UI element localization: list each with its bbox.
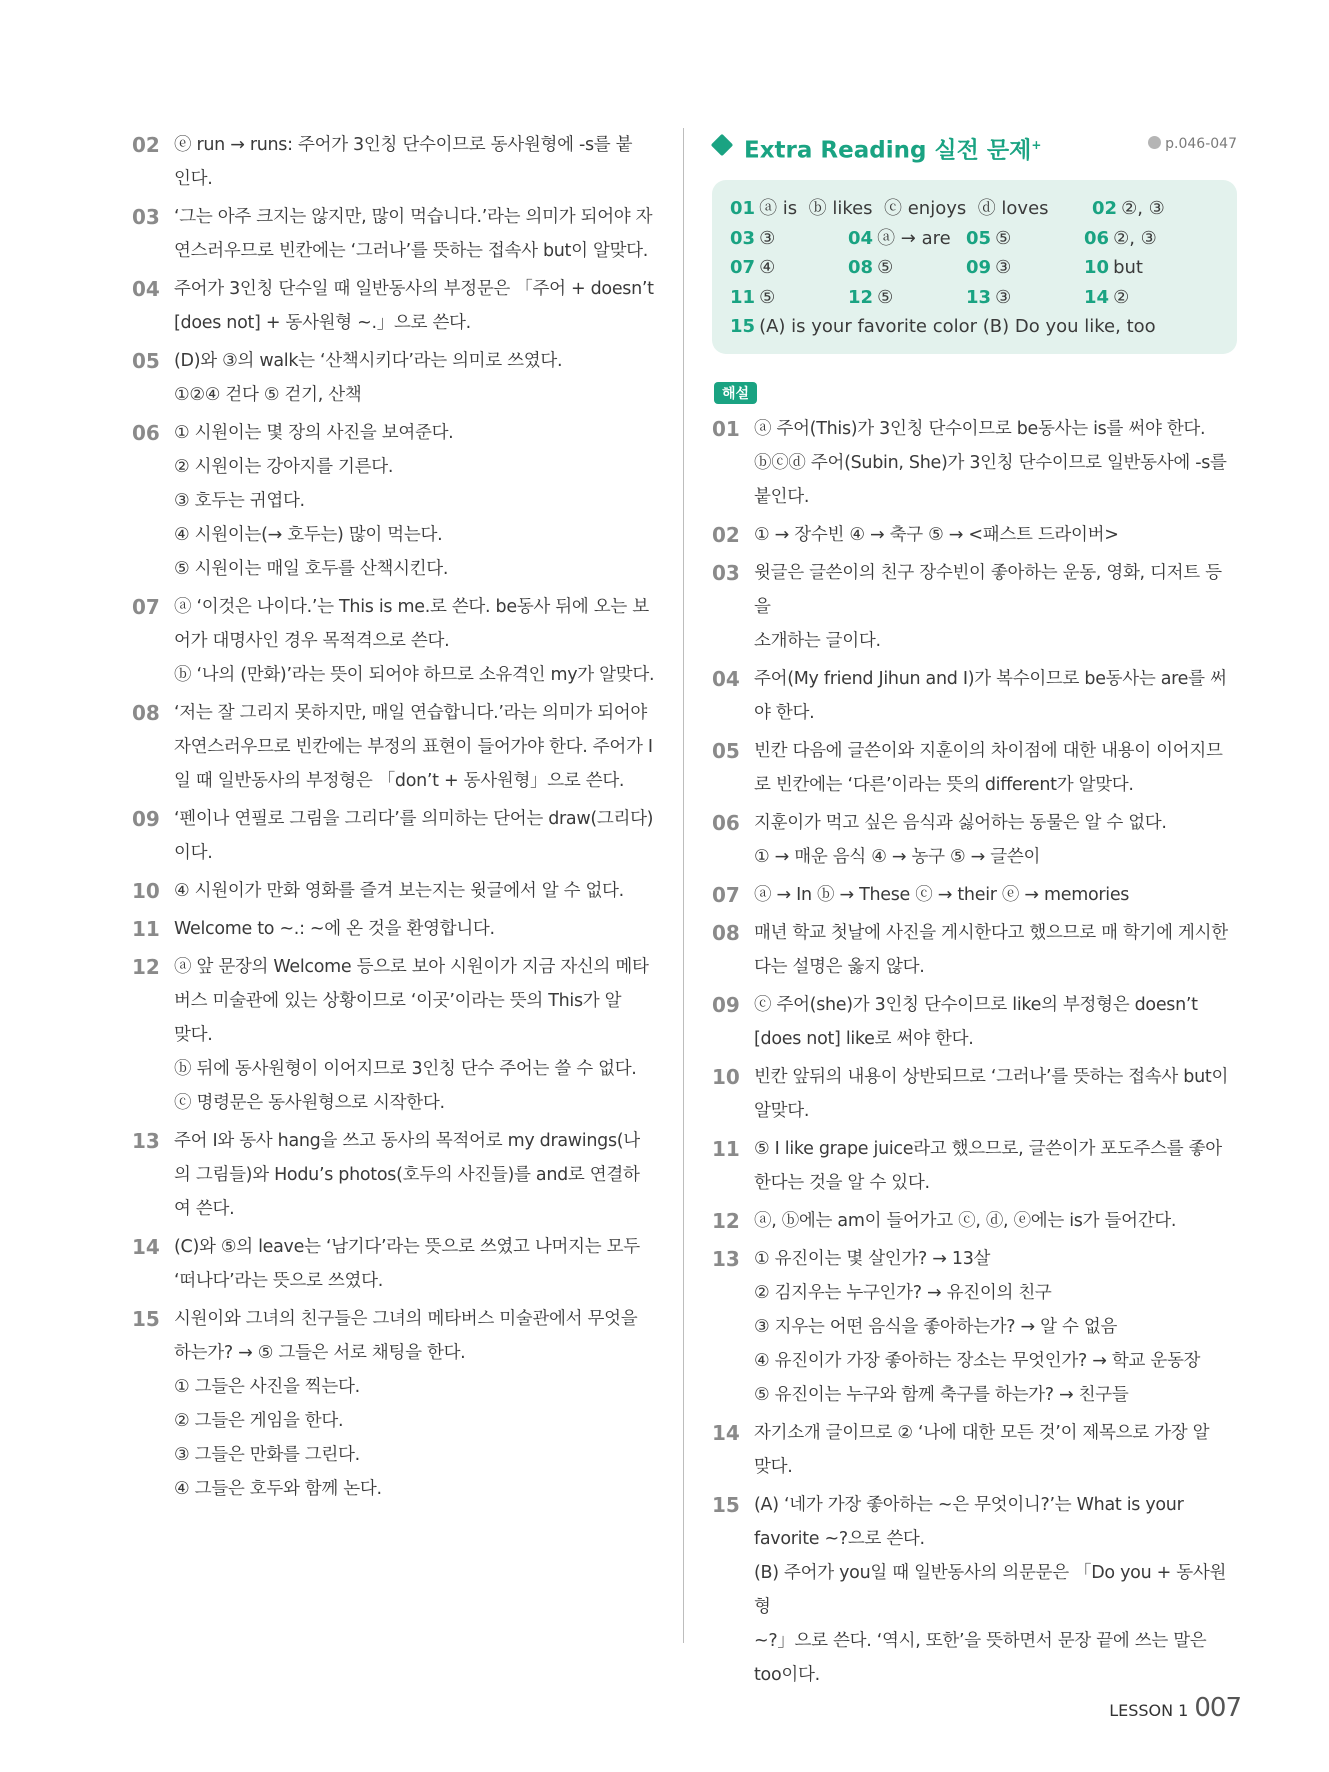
item-text-line: ①②④ 걷다 ⑤ 걷기, 산책 <box>174 385 362 405</box>
item-text-line: ⓐ ‘이것은 나이다.’는 This is me.로 쓴다. be동사 뒤에 오는 보 <box>174 597 649 617</box>
bullet-icon <box>1148 136 1161 149</box>
item-text-line: 어가 대명사인 경우 목적격으로 쓴다. <box>174 631 450 651</box>
item-text-line: ⓐ → In ⓑ → These ⓒ → their ⓔ → memories <box>754 884 1130 905</box>
answer-number: 09 <box>966 257 992 278</box>
item-text-line: ③ 그들은 만화를 그린다. <box>174 1445 360 1465</box>
explanation-item <box>712 878 1237 912</box>
item-number: 13 <box>132 1129 160 1153</box>
item-text-line: 의 그림들)와 Hodu’s photos(호두의 사진들)를 and로 연결하 <box>174 1165 640 1185</box>
item-number: 02 <box>132 133 160 157</box>
explanation-item <box>712 1060 1237 1128</box>
item-text-line: 지훈이가 먹고 싶은 음식과 싫어하는 동물은 알 수 없다. <box>754 812 1167 833</box>
answer-number: 01 <box>730 198 756 219</box>
item-text-line: 주어(My friend Jihun and I)가 복수이므로 be동사는 are를 써 <box>754 668 1227 689</box>
item-text <box>754 988 1237 1056</box>
item-text-line: [does not] like로 써야 한다. <box>754 1028 974 1049</box>
item-number: 11 <box>132 917 160 941</box>
item-number: 15 <box>712 1492 740 1517</box>
item-text-line: 빈칸 다음에 글쓴이와 지훈이의 차이점에 대한 내용이 이어지므 <box>754 740 1223 761</box>
item-text <box>174 590 657 692</box>
answer-cell <box>730 194 1092 224</box>
item-text-line: ② 그들은 게임을 한다. <box>174 1411 344 1431</box>
item-text-line: 로 빈칸에는 ‘다른’이라는 뜻의 different가 알맞다. <box>754 774 1134 795</box>
right-column <box>712 128 1237 1696</box>
explanation-item <box>132 590 657 692</box>
item-number: 11 <box>712 1136 740 1161</box>
item-text-line: 한다는 것을 알 수 있다. <box>754 1172 930 1193</box>
explanation-item <box>132 1124 657 1226</box>
answer-text: ⑤ <box>877 286 894 308</box>
item-text-line: ④ 시원이가 만화 영화를 즐겨 보는지는 윗글에서 알 수 없다. <box>174 881 624 901</box>
explanation-item <box>132 950 657 1120</box>
item-text-line: ① 그들은 사진을 찍는다. <box>174 1377 360 1397</box>
item-text-line: ⓑ 뒤에 동사원형이 이어지므로 3인칭 단수 주어는 쓸 수 없다. <box>174 1059 637 1079</box>
item-text-line: ① 시원이는 몇 장의 사진을 보여준다. <box>174 423 454 443</box>
item-text <box>754 806 1237 874</box>
answer-text: ⓐ is ⓑ likes ⓒ enjoys ⓓ loves <box>759 198 1049 219</box>
explanation-item <box>132 1230 657 1298</box>
item-text-line: 여 쓴다. <box>174 1199 235 1219</box>
item-text <box>754 734 1237 802</box>
answer-number: 06 <box>1084 227 1110 249</box>
explanation-item <box>712 1242 1237 1412</box>
item-number: 10 <box>712 1064 740 1089</box>
item-text <box>174 696 657 798</box>
item-text-line: 이다. <box>174 843 213 863</box>
answer-row <box>730 312 1219 342</box>
explanation-item <box>712 556 1237 658</box>
item-text <box>174 802 657 870</box>
item-text <box>174 272 657 340</box>
item-text <box>174 1124 657 1226</box>
explanation-item <box>132 416 657 586</box>
answer-number: 12 <box>848 286 874 308</box>
item-number: 04 <box>132 277 160 301</box>
item-text <box>174 950 657 1120</box>
explanation-item <box>132 912 657 946</box>
answer-text: ②, ③ <box>1121 198 1165 219</box>
item-text-line: 맞다. <box>754 1456 793 1477</box>
item-number: 06 <box>712 810 740 835</box>
answer-cell <box>1084 283 1129 313</box>
item-text-line: ③ 지우는 어떤 음식을 좋아하는가? → 알 수 없음 <box>754 1316 1118 1337</box>
item-number: 03 <box>712 560 740 585</box>
diamond-icon <box>711 134 734 157</box>
item-text-line: 자기소개 글이므로 ② ‘나에 대한 모든 것’이 제목으로 가장 알 <box>754 1422 1210 1443</box>
item-number: 07 <box>132 595 160 619</box>
item-text-line: ⓒ 명령문은 동사원형으로 시작한다. <box>174 1093 445 1113</box>
item-text-line: ‘떠나다’라는 뜻으로 쓰였다. <box>174 1271 383 1291</box>
item-text-line: 하는가? → ⑤ 그들은 서로 채팅을 한다. <box>174 1343 466 1363</box>
item-text-line: [does not] + 동사원형 ~.」으로 쓴다. <box>174 313 471 333</box>
left-column <box>132 128 657 1510</box>
item-text-line: ‘그는 아주 크지는 않지만, 많이 먹습니다.’라는 의미가 되어야 자 <box>174 207 653 227</box>
item-text-line: ⓐ 주어(This)가 3인칭 단수이므로 be동사는 is를 써야 한다. <box>754 418 1206 439</box>
page-reference-text: p.046-047 <box>1165 136 1237 152</box>
answer-cell <box>966 253 1084 283</box>
item-text-line: ② 김지우는 누구인가? → 유진이의 친구 <box>754 1282 1052 1303</box>
item-number: 04 <box>712 666 740 691</box>
item-text <box>174 416 657 586</box>
lesson-label: LESSON 1 <box>1109 1701 1189 1720</box>
explanation-item <box>712 1488 1237 1692</box>
item-text-line: (B) 주어가 you일 때 일반동사의 의문문은 「Do you + 동사원형 <box>754 1562 1227 1617</box>
explanation-item <box>132 344 657 412</box>
item-text <box>174 1230 657 1298</box>
item-text <box>174 1302 657 1506</box>
item-text-line: ② 시원이는 강아지를 기른다. <box>174 457 394 477</box>
answer-text: ⑤ <box>877 257 894 278</box>
answer-cell <box>1092 194 1165 224</box>
answer-number: 07 <box>730 257 756 278</box>
item-text <box>174 912 657 946</box>
answer-number: 13 <box>966 286 992 308</box>
answer-text: but <box>1113 257 1143 278</box>
explanation-item <box>712 734 1237 802</box>
item-text-line: ③ 호두는 귀엽다. <box>174 491 305 511</box>
page-number: 007 <box>1194 1693 1241 1723</box>
item-text-line: Welcome to ~.: ~에 온 것을 환영합니다. <box>174 919 495 939</box>
answer-text: ③ <box>995 257 1012 278</box>
item-text-line: ⓔ run → runs: 주어가 3인칭 단수이므로 동사원형에 -s를 붙 <box>174 135 633 155</box>
explanation-item <box>132 874 657 908</box>
item-text-line: 주어가 3인칭 단수일 때 일반동사의 부정문은 「주어 + doesn’t <box>174 279 654 299</box>
explanation-item <box>132 802 657 870</box>
item-number: 08 <box>132 701 160 725</box>
item-text <box>754 412 1237 514</box>
item-text <box>754 878 1237 912</box>
item-text <box>174 874 657 908</box>
item-text <box>174 128 657 196</box>
item-text-line: 윗글은 글쓴이의 친구 장수빈이 좋아하는 운동, 영화, 디저트 등을 <box>754 562 1222 617</box>
explanation-item <box>712 806 1237 874</box>
item-text-line: 자연스러우므로 빈칸에는 부정의 표현이 들어가야 한다. 주어가 I <box>174 737 653 757</box>
item-number: 08 <box>712 920 740 945</box>
answer-number: 02 <box>1092 198 1118 219</box>
item-number: 12 <box>712 1208 740 1233</box>
item-text-line: too이다. <box>754 1664 820 1685</box>
explanation-item <box>712 1416 1237 1484</box>
explanation-item <box>132 128 657 196</box>
item-text-line: (D)와 ③의 walk는 ‘산책시키다’라는 의미로 쓰였다. <box>174 351 563 371</box>
section-title-plus: + <box>1031 138 1042 152</box>
answer-cell <box>730 253 848 283</box>
item-text-line: 버스 미술관에 있는 상황이므로 ‘이곳’이라는 뜻의 This가 알 <box>174 991 622 1011</box>
item-text-line: ⓑ ‘나의 (만화)’라는 뜻이 되어야 하므로 소유격인 my가 알맞다. <box>174 665 655 685</box>
item-text <box>754 1416 1237 1484</box>
section-title-text: Extra Reading 실전 문제 <box>744 137 1032 164</box>
item-text-line: 빈칸 앞뒤의 내용이 상반되므로 ‘그러나’를 뜻하는 접속사 but이 <box>754 1066 1229 1087</box>
answer-key-box <box>712 180 1237 354</box>
item-number: 07 <box>712 882 740 907</box>
answer-row <box>730 253 1219 283</box>
answer-cell <box>730 224 848 254</box>
item-text-line: ⓐ, ⓑ에는 am이 들어가고 ⓒ, ⓓ, ⓔ에는 is가 들어간다. <box>754 1210 1177 1231</box>
item-text-line: 매년 학교 첫날에 사진을 게시한다고 했으므로 매 학기에 게시한 <box>754 922 1228 943</box>
answer-text: ② <box>1113 286 1130 308</box>
item-text-line: ⓑⓒⓓ 주어(Subin, She)가 3인칭 단수이므로 일반동사에 -s를 <box>754 452 1227 473</box>
item-text <box>754 556 1237 658</box>
item-text-line: ⓒ 주어(she)가 3인칭 단수이므로 like의 부정형은 doesn’t <box>754 994 1198 1015</box>
item-number: 15 <box>132 1307 160 1331</box>
item-text <box>754 1488 1237 1692</box>
item-text-line: ① → 장수빈 ④ → 축구 ⑤ → <패스트 드라이버> <box>754 524 1119 545</box>
answer-cell <box>1084 253 1143 283</box>
page-footer <box>1109 1693 1241 1723</box>
item-text <box>754 1132 1237 1200</box>
answer-number: 15 <box>730 316 756 337</box>
answer-number: 11 <box>730 286 756 308</box>
answer-cell <box>966 224 1084 254</box>
answer-cell <box>730 283 848 313</box>
item-text-line: 연스러우므로 빈칸에는 ‘그러나’를 뜻하는 접속사 but이 알맞다. <box>174 241 649 261</box>
item-text <box>174 200 657 268</box>
item-text <box>754 1242 1237 1412</box>
answer-cell <box>848 283 966 313</box>
explanation-item <box>132 1302 657 1506</box>
explanation-list <box>712 412 1237 1692</box>
answer-number: 08 <box>848 257 874 278</box>
answer-text: ③ <box>759 227 776 249</box>
answer-cell <box>730 312 1156 342</box>
item-text-line: 소개하는 글이다. <box>754 630 881 651</box>
item-number: 06 <box>132 421 160 445</box>
explanation-item <box>132 696 657 798</box>
item-number: 05 <box>132 349 160 373</box>
answer-text: ⑤ <box>995 227 1012 249</box>
explanation-item <box>712 1204 1237 1238</box>
answer-text: ④ <box>759 257 776 278</box>
explanation-item <box>132 200 657 268</box>
item-text-line: ⑤ I like grape juice라고 했으므로, 글쓴이가 포도주스를 좋아 <box>754 1138 1222 1159</box>
item-text-line: ⓐ 앞 문장의 Welcome 등으로 보아 시원이가 지금 자신의 메타 <box>174 957 649 977</box>
section-header <box>712 128 1237 168</box>
item-text-line: (C)와 ⑤의 leave는 ‘남기다’라는 뜻으로 쓰였고 나머지는 모두 <box>174 1237 640 1257</box>
explanation-item <box>712 916 1237 984</box>
item-text-line: 맞다. <box>174 1025 213 1045</box>
page-reference <box>1148 132 1237 156</box>
item-number: 10 <box>132 879 160 903</box>
explanation-item <box>712 1132 1237 1200</box>
item-text-line: favorite ~?으로 쓴다. <box>754 1528 925 1549</box>
answer-number: 10 <box>1084 257 1110 278</box>
answer-cell <box>848 253 966 283</box>
explanation-item <box>132 272 657 340</box>
item-text-line: ④ 그들은 호두와 함께 논다. <box>174 1479 382 1499</box>
item-text <box>754 916 1237 984</box>
answer-text: ②, ③ <box>1113 227 1157 249</box>
item-number: 03 <box>132 205 160 229</box>
item-text-line: 일 때 일반동사의 부정형은 「don’t + 동사원형」으로 쓴다. <box>174 771 625 791</box>
item-number: 09 <box>132 807 160 831</box>
item-number: 14 <box>712 1420 740 1445</box>
answer-text: ⓐ → are <box>877 227 951 249</box>
item-number: 12 <box>132 955 160 979</box>
item-text <box>754 1060 1237 1128</box>
answer-number: 03 <box>730 227 756 249</box>
explanation-item <box>712 518 1237 552</box>
item-text-line: ④ 시원이는(→ 호두는) 많이 먹는다. <box>174 525 443 545</box>
item-text-line: (A) ‘네가 가장 좋아하는 ~은 무엇이니?’는 What is your <box>754 1494 1184 1515</box>
answer-number: 04 <box>848 227 874 249</box>
answer-cell <box>848 224 966 254</box>
item-number: 02 <box>712 522 740 547</box>
item-text-line: ④ 유진이가 가장 좋아하는 장소는 무엇인가? → 학교 운동장 <box>754 1350 1201 1371</box>
item-text-line: ~?」으로 쓴다. ‘역시, 또한’을 뜻하면서 문장 끝에 쓰는 말은 <box>754 1630 1207 1651</box>
answer-text: ③ <box>995 286 1012 308</box>
answer-text: ⑤ <box>759 286 776 308</box>
answer-number: 14 <box>1084 286 1110 308</box>
item-number: 13 <box>712 1246 740 1271</box>
item-text-line: 다는 설명은 옳지 않다. <box>754 956 925 977</box>
explanation-item <box>712 412 1237 514</box>
column-divider <box>683 128 684 1643</box>
item-text-line: 시원이와 그녀의 친구들은 그녀의 메타버스 미술관에서 무엇을 <box>174 1309 638 1329</box>
explanation-item <box>712 988 1237 1056</box>
item-text-line: 야 한다. <box>754 702 815 723</box>
item-text <box>174 344 657 412</box>
item-number: 01 <box>712 416 740 441</box>
explanation-item <box>712 662 1237 730</box>
item-text-line: ① → 매운 음식 ④ → 농구 ⑤ → 글쓴이 <box>754 846 1041 867</box>
item-text <box>754 518 1237 552</box>
item-text-line: 인다. <box>174 169 213 189</box>
explanation-badge: 해설 <box>714 382 757 404</box>
item-number: 05 <box>712 738 740 763</box>
section-title <box>744 128 1041 168</box>
item-text-line: 붙인다. <box>754 486 810 507</box>
item-text-line: ⑤ 유진이는 누구와 함께 축구를 하는가? → 친구들 <box>754 1384 1129 1405</box>
answer-row <box>730 283 1219 313</box>
answer-number: 05 <box>966 227 992 249</box>
answer-cell <box>1084 224 1157 254</box>
answer-row <box>730 224 1219 254</box>
item-text <box>754 662 1237 730</box>
item-text <box>754 1204 1237 1238</box>
answer-row <box>730 194 1219 224</box>
item-number: 14 <box>132 1235 160 1259</box>
answer-cell <box>966 283 1084 313</box>
item-text-line: ① 유진이는 몇 살인가? → 13살 <box>754 1248 991 1269</box>
item-text-line: 알맞다. <box>754 1100 810 1121</box>
item-number: 09 <box>712 992 740 1017</box>
answer-text: (A) is your favorite color (B) Do you like, too <box>759 316 1156 337</box>
item-text-line: 주어 I와 동사 hang을 쓰고 동사의 목적어로 my drawings(나 <box>174 1131 640 1151</box>
item-text-line: ‘저는 잘 그리지 못하지만, 매일 연습합니다.’라는 의미가 되어야 <box>174 703 648 723</box>
item-text-line: ⑤ 시원이는 매일 호두를 산책시킨다. <box>174 559 449 579</box>
item-text-line: ‘펜이나 연필로 그림을 그리다’를 의미하는 단어는 draw(그리다) <box>174 809 654 829</box>
